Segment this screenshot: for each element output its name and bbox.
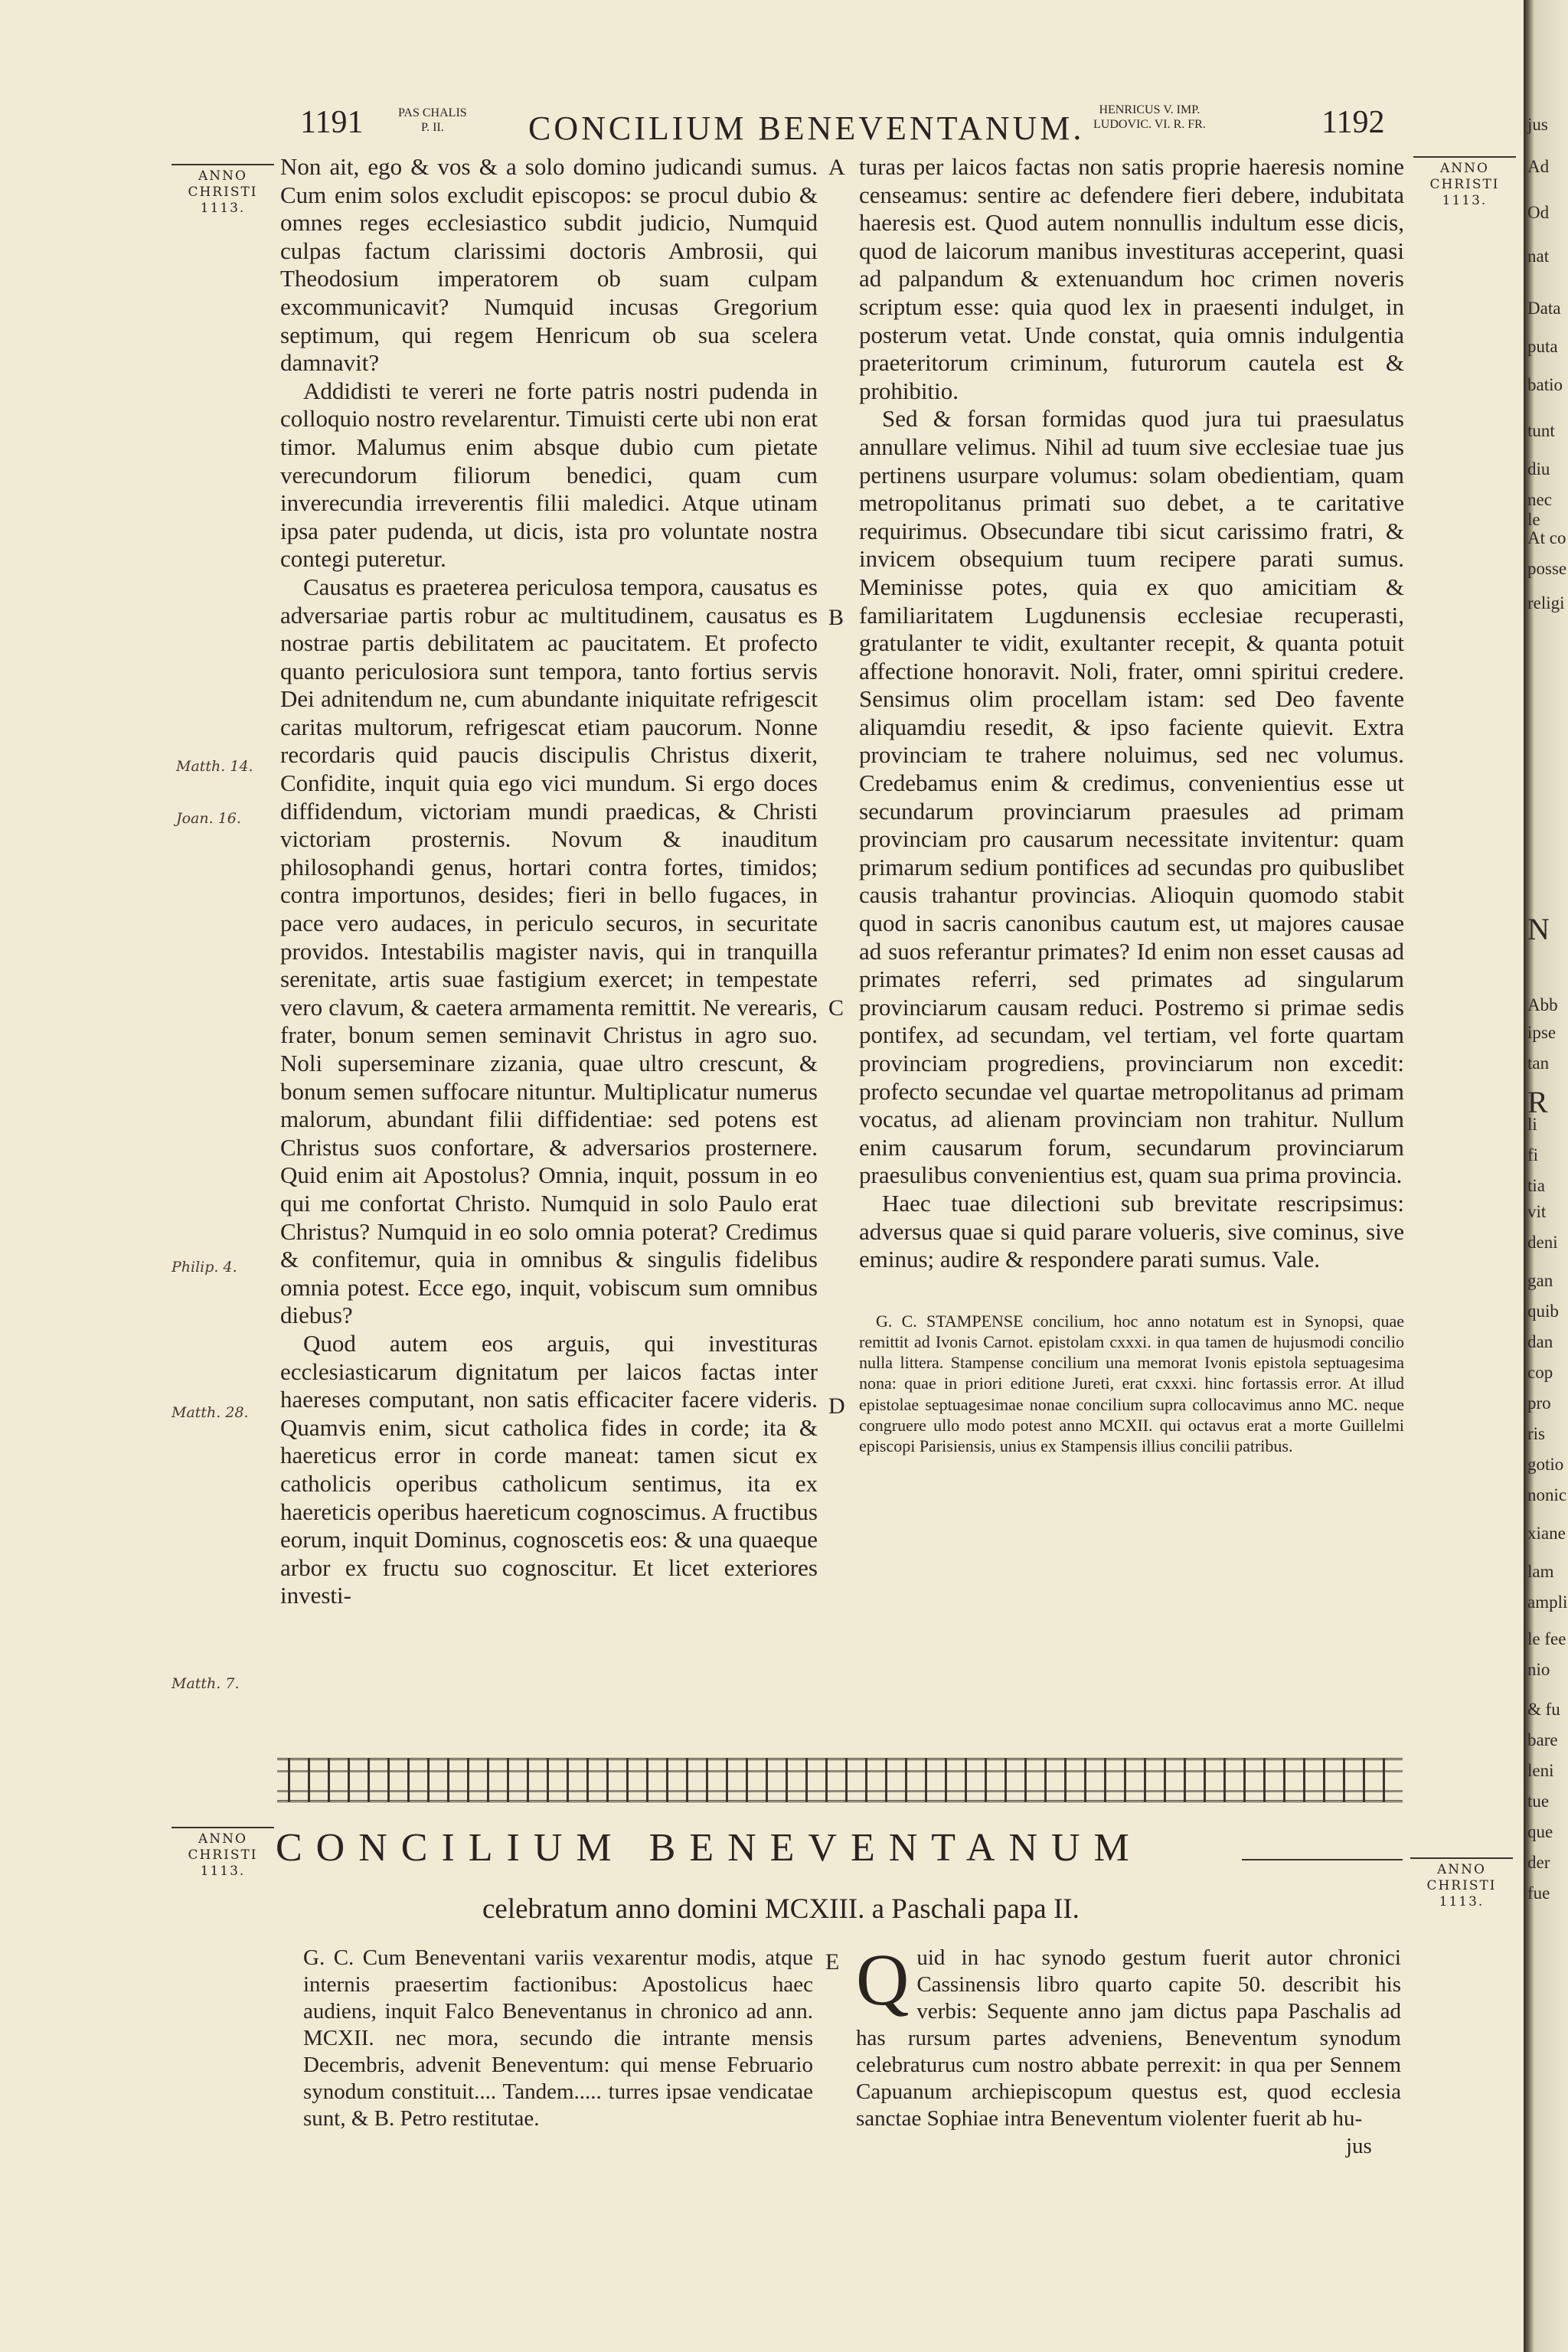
anno-christi-top-right [1413,156,1516,209]
facing-page-fragment: puta [1527,337,1558,356]
paragraph: Causatus es praeterea periculosa tempora, causatus es adversariae partis robur ac multitudinem, causatus es nostrae partis debilitatem ac paucitatem. Et profecto quanto periculosiora sunt tempora, tanto fortius servis Dei adnitendum ne, cum abundante iniquitate refrigescit caritas multorum, refrigescat etiam paucorum. Nonne recordaris quid paucis discipulis Christus dixerit, Confidite, inquit quia ego vici mundum. Si ergo doces diffidendum, victoriam mundi praedicas, & Christi victoriam prosternis. Novum & inauditum philosophandi genus, hortari contra fortes, timidos; contra importunos, desides; fieri in bello fugaces, in pace vero audaces, in periculo securos, in securitate providos. Intestabilis magister navis, qui in tranquilla serenitate, artis suae fastigium exercet; in tempestate vero clavum, & caetera armamenta remittit. Ne verearis, frater, bonum semen seminavit Christus in agro suo. Noli superseminare zizania, quae ultro crescunt, & bonum semen suffocare nituntur. Multiplicatur numerus malorum, abundant filii diffidentiae: sed potens est Christus suos confortare, & adversarios prosternere. Quid enim ait Apostolus? Omnia, inquit, possum in eo qui me confortat Christo. Numquid in solo Paulo erat Christus? Numquid in eo solo omnia poterat? Credimus & confitemur, quia in omnibus & singulis fidelibus omnia potest. Ecce ego, inquit, vobiscum sum omnibus diebus? [280,573,818,1329]
anno-christi-bottom-left [172,1827,274,1880]
year-number: 1113. [1439,1894,1485,1909]
facing-page-fragment: ampli [1527,1592,1568,1612]
running-head [0,100,1524,153]
facing-page-fragment: tue [1527,1792,1550,1811]
facing-page-fragment: que [1527,1822,1553,1841]
facing-page-fragment: ipse [1527,1023,1557,1042]
facing-page-fragment: tan [1527,1054,1550,1073]
facing-page-fragment: fi [1527,1145,1539,1165]
christi-word: CHRISTI [1426,1878,1497,1893]
facing-page-fragment: xiane [1527,1524,1566,1543]
drop-cap: Q [856,1939,910,2020]
paragraph: G. C. Cum Beneventani variis vexarentur modis, atque internis praesertim factionibus: Apostolicus haec audiens, inquit Falco Beneventanus in chronico ad ann. MCXII. nec mora, secundo die intrante mensis Decembris, advenit Beneventum: qui mense Februario synodum constituit.... Tandem..... turres ipsae vendicatae sunt, & B. Petro restitutae. [303,1945,813,2131]
facing-page-fragment: nat [1527,247,1550,266]
citation-matth-28: Matth. 28. [172,1404,249,1421]
anno-word: ANNO [198,168,247,184]
page-number-right: 1192 [1321,105,1385,140]
facing-page-fragment: At co [1527,528,1566,547]
facing-page-fragment: ris [1527,1424,1545,1443]
section-letter-a: A [828,155,845,180]
paragraph-text: uid in hac synodo gestum fuerit autor chronici Cassinensis libro quarto capite 50. describit his verbis: Sequente anno jam dictus papa Paschalis ad has rursum partes adveniens, Beneventum synodum celebraturus cum nostro abbate perrexit: in qua per Sennem Capuanum archiepiscopum questus est, quod ecclesia sanctae Sophiae intra Beneventum violenter fuerit ab hu- [856,1945,1401,2131]
anno-word: ANNO [1437,1862,1486,1877]
facing-page-fragment: deni [1527,1233,1558,1252]
section-title: CONCILIUM BENEVENTANUM [276,1826,1143,1870]
christi-word: CHRISTI [1429,177,1500,192]
paragraph: Haec tuae dilectioni sub brevitate rescripsimus: adversus quae si quid parare volueris, sive cominus, sive eminus; audire & respondere parati sumus. Vale. [859,1189,1404,1273]
facing-page-fragment: leni [1527,1761,1554,1780]
facing-page-fragment: tunt [1527,421,1555,440]
facing-page-fragment: pro [1527,1393,1551,1413]
year-number: 1113. [1442,193,1488,208]
facing-page-fragment: R [1527,1085,1548,1119]
facing-page-fragment: lam [1527,1562,1554,1581]
paragraph: Addidisti te vereri ne forte patris nostri pudenda in colloquio nostro revelarentur. Timuisti certe ubi non erat timor. Malumus enim absque dubio cum pietate verecundorum filiorum benedici, quam cum inverecundia irreverentis filii maledici. Atque utinam ipsa pater pudenda, ut dicis, ista pro voluntate nostra contegi puteretur. [280,377,818,573]
facing-page-fragment: vit [1527,1202,1547,1221]
facing-page-fragment: N [1527,912,1550,946]
section-letter-e: E [825,1949,840,1975]
facing-page-fragment: Abb [1527,995,1558,1014]
bottom-left-column [303,1945,813,2132]
emperor-line-1: HENRICUS V. IMP. [1099,103,1200,116]
citation-joan-16: Joan. 16. [176,810,241,827]
ornamental-band [277,1758,1403,1802]
facing-page-fragment: Data [1527,299,1561,318]
anno-word: ANNO [1440,161,1489,176]
facing-page-fragment: diu [1527,459,1550,479]
citation-philip-4: Philip. 4. [172,1259,237,1276]
bottom-right-column [856,1939,1401,2159]
facing-page-fragment: quib [1527,1302,1559,1321]
section-letter-b: B [828,605,844,630]
paragraph: Quod autem eos arguis, qui investituras ecclesiasticarum dignitatum per laicos factas inter haereses computant, non satis efficaciter facere videris. Quamvis enim, sicut catholica fides in corde; ita & haereticus error in corde maneat: tamen sicut ex catholicis operibus catholicum sentimus, ita ex haereticis operibus haereticum cognoscimus. A fructibus eorum, inquit Dominus, cognoscetis eos: & una quaeque arbor ex fructu suo cognoscitur. Et licet exteriores investi- [280,1329,818,1609]
pope-line-2: P. II. [420,121,444,134]
section-letter-c: C [828,995,844,1021]
title-rule [1242,1859,1403,1860]
pope-line-1: PAS CHALIS [398,106,467,119]
facing-page-fragment: batio [1527,375,1563,394]
facing-page-fragment: nec le [1527,490,1552,529]
facing-page-fragment: gan [1527,1271,1553,1290]
year-number: 1113. [200,201,246,216]
facing-page-fragment: le fee [1527,1629,1566,1648]
page-number-left: 1191 [300,105,364,140]
paragraph [856,1939,1401,2132]
facing-page-fragment: & fu [1527,1700,1560,1719]
facing-page-fragment: der [1527,1853,1550,1872]
right-column [859,153,1404,1456]
facing-page-fragment: Ad [1527,157,1550,176]
emperor-heading [1093,103,1206,132]
anno-christi-top-left [172,164,274,217]
facing-page-fragment: religi [1527,593,1565,612]
catchword: jus [1346,2134,1372,2158]
emperor-line-2: LUDOVIC. VI. R. FR. [1093,118,1206,131]
section-letter-d: D [828,1393,845,1419]
facing-page-fragment: li [1527,1115,1537,1134]
section-subtitle: celebratum anno domini MCXIII. a Paschali papa II. [482,1893,1080,1925]
christi-word: CHRISTI [188,185,258,200]
paragraph: Non ait, ego & vos & a solo domino judicandi sumus. Cum enim solos excludit episcopos: se procul dubio & omnes reges ecclesiastico subdit judicio, Numquid culpas factum clarissimi doctoris Ambrosii, qui Theodosium imperatorem ob suam culpam excommunicavit? Numquid incusas Gregorium septimum, qui regem Henricum ob sua scelera damnavit? [280,153,818,377]
facing-page-fragment: gotio [1527,1455,1564,1474]
paragraph: turas per laicos factas non satis proprie haeresis nomine censeamus: sentire ac defendere fieri debere, indubitata haeresis est. Quod autem nonnullis indultum esse dicis, quod de laicorum manibus investituras acceperint, quasi ad palpandum & extenuandum hoc crimen noveris scriptum esse: quia quod lex in praesenti indulget, in posterum vetat. Unde constat, quia omnis indulgentia praeteritorum criminum, futurorum cautela est & prohibitio. [859,153,1404,404]
facing-page-fragment: nonic [1527,1485,1567,1504]
christi-word: CHRISTI [188,1847,258,1863]
facing-page-fragment: posse [1527,559,1567,578]
facing-page-fragment: bare [1527,1730,1558,1749]
pope-heading [398,106,467,135]
facing-page-fragment: tia [1527,1176,1545,1195]
year-number: 1113. [200,1864,246,1879]
paragraph: Sed & forsan formidas quod jura tui praesulatus annullare velimus. Nihil ad tuum sive ecclesiae tuae jus pertinens usurpare volumus: solam obedientiam, quam metropolitanus primati suo debet, a te caritative requirimus. Obsecundare tibi sicut carissimo fratri, & invicem obsequium tuum recipere parati sumus. Meminisse potes, quia ex quo amicitiam & familiaritatem Lugdunensis ecclesiae recuperasti, gratulanter te vidit, exultanter recepit, & quanta potuit affectione honoravit. Noli, frater, omni spiritui credere. Sensimus olim procellam istam: sed Deo favente aliquamdiu resedit, & ipso faciente quievit. Extra provinciam te trahere noluimus, sed nec volumus. Credebamus enim & credimus, convenientius esse ut secundarum provinciarum praesules ad primam provinciam pro causarum necessitate invitentur: quam primarum sedium pontifices ad secundas pro quibuslibet causis trahantur provincias. Alioquin quomodo stabit quod in sacris canonibus cautum est, ut majores causae ad suos referantur primates? Id enim non esset causas ad primates referri, sed primates ad singularum provinciarum causam reduci. Postremo si primae sedis pontifex, ad secundam, vel tertiam, vel forte quartam provinciam progrediens, provinciarum non excedit: profecto secundae vel quartae metropolitanus ad primam vocatus, ad alienam provinciam non trahitur. Nullum enim causarum forum, secundarum provinciarum praesulibus convenientius est, quam sua prima provincia. [859,405,1404,1189]
editorial-note: G. C. STAMPENSE concilium, hoc anno notatum est in Synopsi, quae remittit ad Ivonis Carnot. epistolam cxxxi. in qua tamen de hujusmodi concilio nulla littera. Stampense concilium una memorat Ivonis epistola septuagesima nona: quae in priori editione Jureti, erat cxxxi. hinc fortassis error. At illud epistolae septuagesimae nonae concilium supra collocavimus anno MC. neque congruere ullo modo potest anno MCXII. qui octavus erat a morte Guillelmi episcopi Parisiensis, unius ex Stampensis illius concilii patribus. [859,1311,1404,1455]
facing-page-fragment: cop [1527,1363,1553,1382]
facing-page-fragment: nio [1527,1660,1550,1679]
facing-page-fragment: fue [1527,1883,1550,1903]
citation-matth-7: Matth. 7. [172,1675,240,1692]
anno-word: ANNO [198,1831,247,1847]
facing-page-fragment: dan [1527,1332,1553,1351]
citation-matth-14: Matth. 14. [176,758,253,775]
running-title: CONCILIUM BENEVENTANUM. [528,109,1085,147]
anno-christi-bottom-right [1410,1857,1513,1910]
facing-page-fragment: Od [1527,203,1550,222]
facing-page-fragment: jus [1527,115,1548,134]
left-column [280,153,818,1610]
